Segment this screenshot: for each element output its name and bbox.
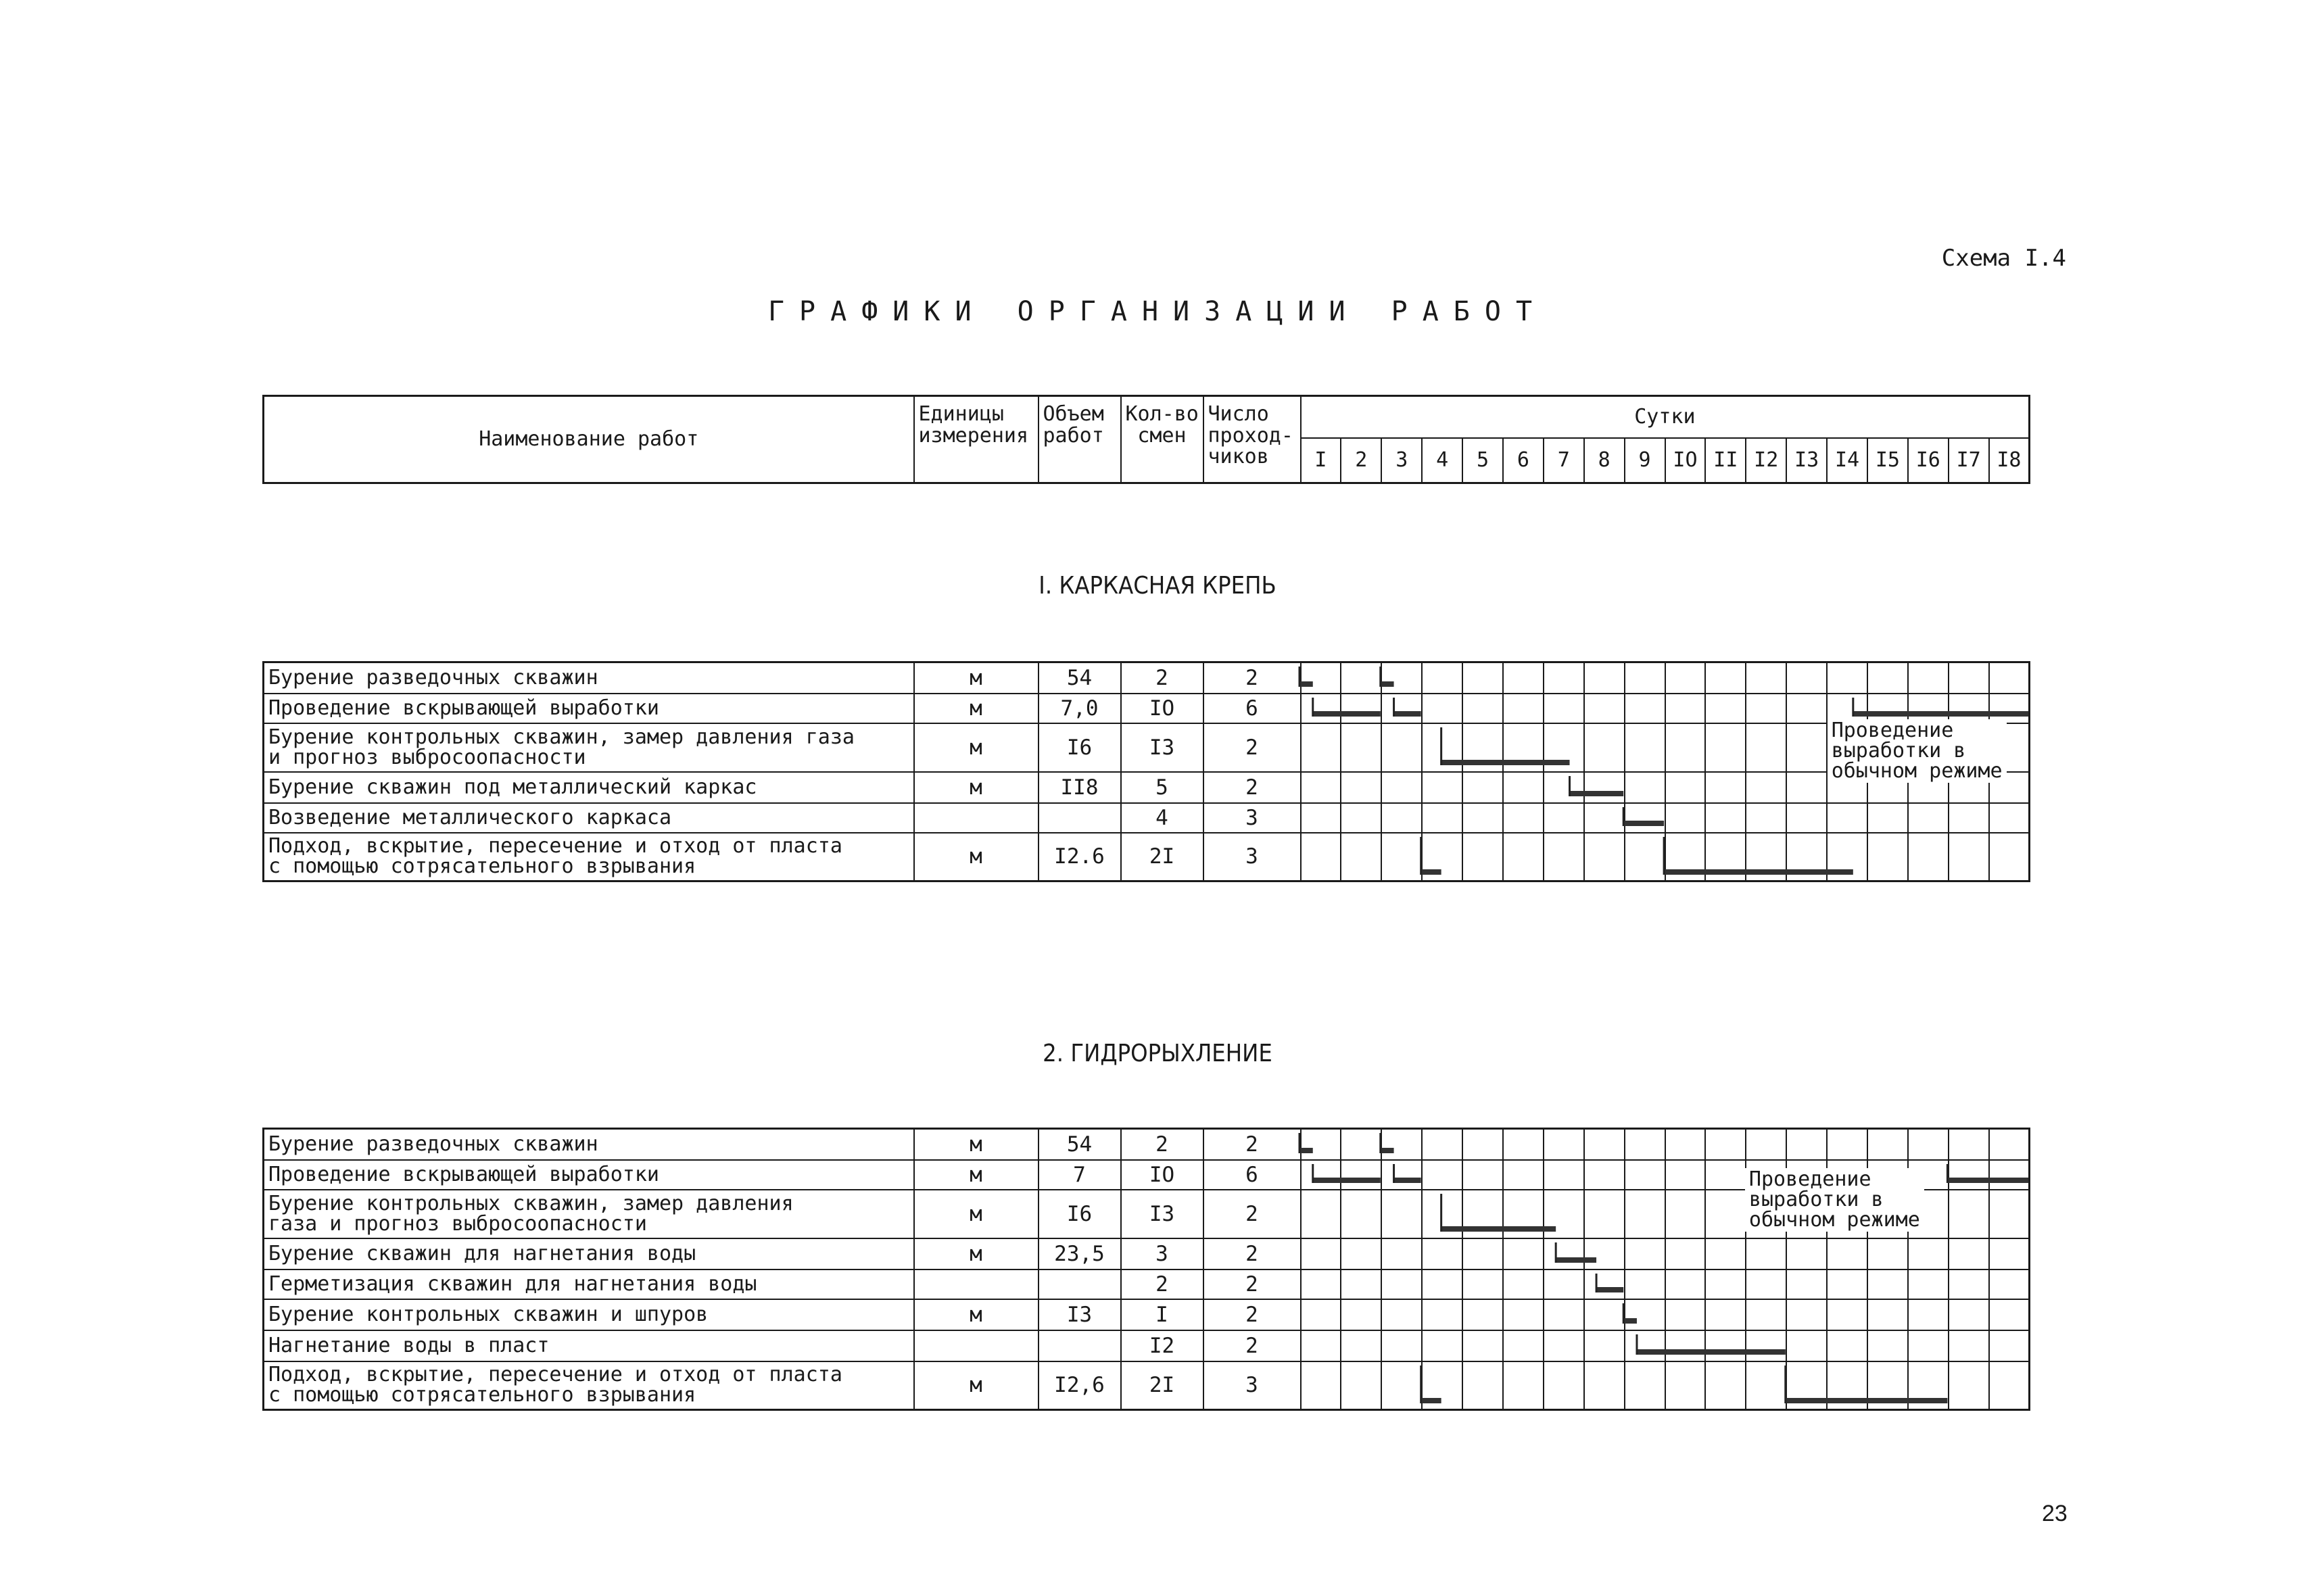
header-day-cell: I3 [1786,438,1827,483]
header-volume: Объем работ [1039,396,1121,483]
work-name-line: и прогноз выбросоопасности [268,745,586,769]
section-title-frame-support: I. КАРКАСНАЯ КРЕПЬ [1039,572,1276,600]
section-title-hydroloosening: 2. ГИДРОРЫХЛЕНИЕ [1043,1040,1272,1067]
work-name-line: Проведение вскрывающей выработки [268,1162,659,1186]
shifts-cell: 2 [1121,662,1203,694]
unit-cell: м [914,1361,1039,1410]
scheme-number: Схема I.4 [1941,245,2066,272]
work-name-line: Нагнетание воды в пласт [268,1333,550,1357]
work-name-line: Бурение контрольных скважин, замер давления газа [268,725,855,749]
header-day-cell: 3 [1381,438,1422,483]
header-day-cell: I4 [1827,438,1867,483]
work-name-line: Проведение вскрывающей выработки [268,696,659,720]
shifts-cell: I3 [1121,723,1203,772]
unit-cell: м [914,1238,1039,1269]
gantt-bar [1313,1178,1381,1183]
gantt-bar [1441,1226,1556,1232]
unit-cell: м [914,1160,1039,1190]
workers-cell: 2 [1203,772,1301,803]
work-name-line: Подход, вскрытие, пересечение и отход от пласта [268,834,842,859]
gantt-annotation-line: обычном режиме [1748,1208,1920,1232]
workers-cell: 2 [1203,1238,1301,1269]
work-name-line: Бурение скважин для нагнетания воды [268,1241,696,1265]
shifts-cell: I3 [1121,1190,1203,1238]
workers-cell: 2 [1203,723,1301,772]
volume-cell: I2.6 [1039,833,1121,881]
shifts-cell: I [1121,1299,1203,1330]
header-day-cell: 4 [1422,438,1462,483]
shifts-cell: 2 [1121,1129,1203,1160]
header-name: Наименование работ [264,396,914,483]
gantt-annotation-line: обычном режиме [1831,759,2003,783]
workers-cell: 3 [1203,1361,1301,1410]
shifts-cell: 5 [1121,772,1203,803]
work-name-line: с помощью сотрясательного взрывания [268,1383,696,1407]
volume-cell: I6 [1039,723,1121,772]
header-day-cell: I5 [1867,438,1908,483]
unit-cell: м [914,723,1039,772]
header-day-cell: II [1705,438,1746,483]
workers-cell: 2 [1203,662,1301,694]
gantt-annotation-line: выработки в [1831,739,1966,763]
gantt-bar [1421,1398,1441,1403]
work-name-line: Бурение контрольных скважин и шпуров [268,1302,709,1326]
shifts-cell: 2 [1121,1269,1203,1299]
header-days-label: Сутки [1301,396,2030,438]
unit-cell: м [914,694,1039,723]
workers-cell: 6 [1203,694,1301,723]
gantt-bar [1623,1318,1637,1324]
gantt-bar [1556,1257,1596,1263]
gantt-bar [1381,1148,1394,1153]
unit-cell: м [914,772,1039,803]
header-shifts: Кол-во смен [1121,396,1203,483]
header-day-cell: 9 [1625,438,1665,483]
workers-cell: 2 [1203,1299,1301,1330]
unit-cell: м [914,1190,1039,1238]
volume-cell: 7 [1039,1160,1121,1190]
work-name-line: с помощью сотрясательного взрывания [268,854,696,879]
volume-cell: 23,5 [1039,1238,1121,1269]
page-number: 23 [2042,1501,2068,1526]
workers-cell: 2 [1203,1190,1301,1238]
workers-cell: 2 [1203,1129,1301,1160]
gantt-bar [1299,1148,1313,1153]
unit-cell: м [914,1129,1039,1160]
header-day-cell: I2 [1746,438,1786,483]
gantt-annotation [1828,719,2007,783]
gantt-annotation-line: Проведение [1831,719,1954,742]
work-name-line: Возведение металлического каркаса [268,805,672,829]
header-day-cell: 2 [1341,438,1381,483]
volume-cell: I3 [1039,1299,1121,1330]
shifts-cell: 4 [1121,803,1203,833]
volume-cell: 54 [1039,662,1121,694]
gantt-bar [1786,1398,1948,1403]
gantt-annotation [1745,1168,1924,1232]
work-name-line: Бурение разведочных скважин [268,1132,598,1156]
workers-cell: 2 [1203,1269,1301,1299]
shifts-cell: 2I [1121,833,1203,881]
gantt-annotation-line: выработки в [1748,1188,1884,1211]
work-name-line: газа и прогноз выбросоопасности [268,1211,647,1236]
work-name-line: Подход, вскрытие, пересечение и отход от пласта [268,1363,842,1387]
unit-cell: м [914,833,1039,881]
volume-cell: II8 [1039,772,1121,803]
shifts-cell: IO [1121,694,1203,723]
header-day-cell: 6 [1503,438,1544,483]
header-day-cell: I [1301,438,1341,483]
volume-cell: I6 [1039,1190,1121,1238]
workers-cell: 2 [1203,1330,1301,1361]
work-name-line: Бурение контрольных скважин, замер давления [268,1191,794,1215]
gantt-bar [1637,1349,1786,1355]
header-day-cell: 8 [1584,438,1625,483]
work-name-line: Герметизация скважин для нагнетания воды [268,1272,757,1296]
shifts-cell: 2I [1121,1361,1203,1410]
shifts-cell: I2 [1121,1330,1203,1361]
header-day-cell: 7 [1544,438,1584,483]
volume-cell: I2,6 [1039,1361,1121,1410]
header-day-cell: 5 [1462,438,1503,483]
work-name-line: Бурение скважин под металлический каркас [268,775,757,799]
header-day-cell: IO [1665,438,1706,483]
header-day-cell: I7 [1949,438,1989,483]
work-name-line: Бурение разведочных скважин [268,665,598,690]
shifts-cell: IO [1121,1160,1203,1190]
unit-cell: м [914,662,1039,694]
header-day-cell: I6 [1908,438,1949,483]
volume-cell: 7,0 [1039,694,1121,723]
header-day-cell: I8 [1989,438,2030,483]
gantt-bar [1596,1287,1623,1292]
gantt-bar [1394,1178,1421,1183]
workers-cell: 3 [1203,803,1301,833]
document-title: ГРАФИКИ ОРГАНИЗАЦИИ РАБОТ [767,296,1548,327]
header-units: Единицы измерения [914,396,1039,483]
workers-cell: 6 [1203,1160,1301,1190]
volume-cell: 54 [1039,1129,1121,1160]
shifts-cell: 3 [1121,1238,1203,1269]
header-workers: Число проход- чиков [1203,396,1301,483]
unit-cell: м [914,1299,1039,1330]
gantt-bar [1947,1178,2028,1183]
workers-cell: 3 [1203,833,1301,881]
gantt-annotation-line: Проведение [1748,1167,1871,1191]
